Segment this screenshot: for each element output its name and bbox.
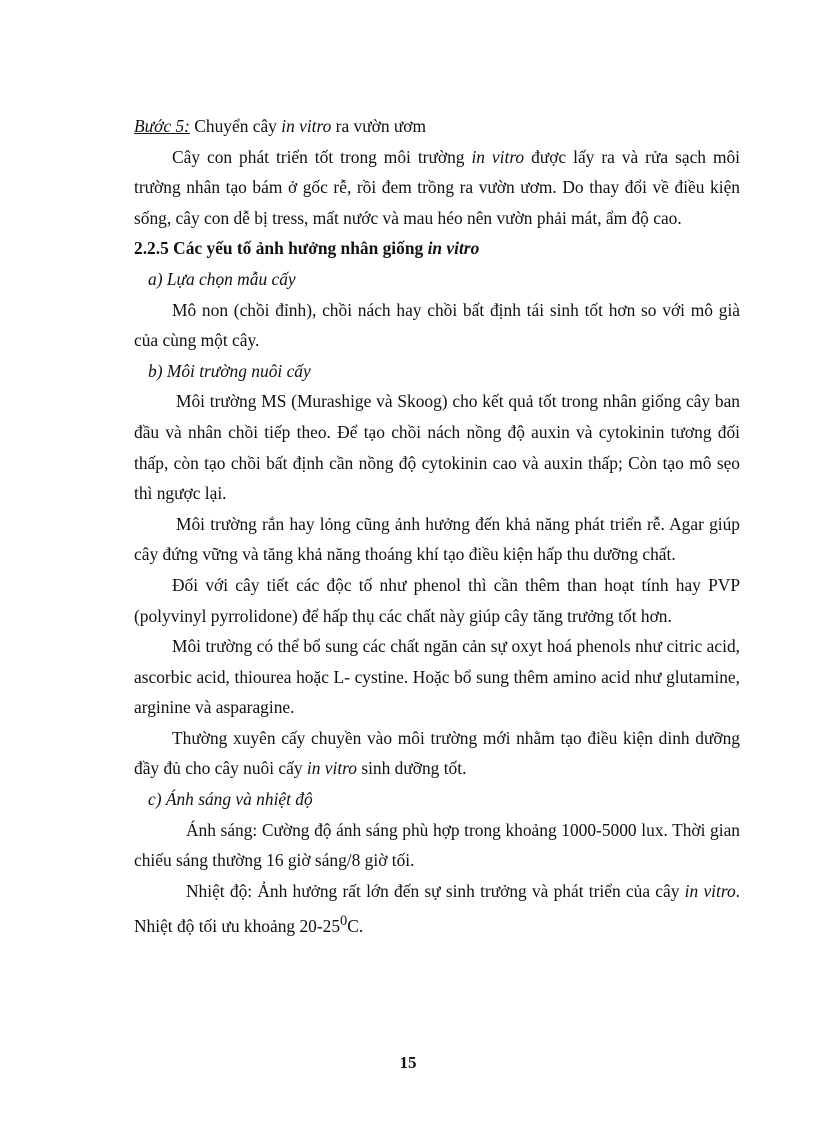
step5-paragraph-italic: in vitro bbox=[471, 146, 525, 167]
paragraph-b4: Môi trường có thể bổ sung các chất ngăn cản sự oxyt hoá phenols như citric acid, ascorbic acid, thiourea hoặc L- cystine. Hoặc bổ sung thêm amino acid như glutamine, arginine và asparagine. bbox=[134, 636, 740, 718]
step5-text-b: ra vườn ươm bbox=[331, 116, 427, 136]
paragraph-b5-text-b: sinh dưỡng tốt. bbox=[356, 758, 467, 779]
paragraph-b1: Môi trường MS (Murashige và Skoog) cho kết quả tốt trong nhân giống cây ban đầu và nhân chồi tiếp theo. Để tạo chồi nách nồng độ auxin và cytokinin tương đối thấp, còn tạo chồi bất định cần nồng độ cytokinin cao và auxin thấp; Còn tạo mô sẹo thì ngược lại. bbox=[134, 391, 740, 504]
paragraph-c2 bbox=[134, 876, 740, 942]
step5-italic: in vitro bbox=[281, 116, 332, 136]
step5-text-a: Chuyển cây bbox=[189, 116, 282, 136]
paragraph-c2-italic: in vitro bbox=[684, 880, 736, 901]
subheading-c: c) Ánh sáng và nhiệt độ bbox=[148, 789, 313, 810]
paragraph-a1: Mô non (chồi đỉnh), chồi nách hay chồi bất định tái sinh tốt hơn so với mô già của cùng một cây. bbox=[134, 299, 740, 351]
step5-line bbox=[134, 111, 740, 142]
section-heading bbox=[134, 233, 740, 264]
subheading-b: b) Môi trường nuôi cấy bbox=[148, 360, 311, 381]
subheading-a: a) Lựa chọn mẫu cấy bbox=[148, 268, 296, 289]
page-number: 15 bbox=[399, 1053, 417, 1072]
paragraph-b5 bbox=[134, 723, 740, 784]
step5-paragraph-text-b: được lấy ra và rửa sạch môi trường nhân tạo bám ở gốc rễ, rồi đem trồng ra vườn ươm. Do thay đổi về điều kiện sống, cây con dễ bị tress, mất nước và mau héo nên vườn phải mát, ẩm độ cao. bbox=[134, 146, 741, 228]
document-page bbox=[134, 111, 740, 942]
section-heading-text: 2.2.5 Các yếu tố ảnh hưởng nhân giống bbox=[134, 238, 428, 259]
paragraph-b3: Đối với cây tiết các độc tố như phenol thì cần thêm than hoạt tính hay PVP (polyvinyl pyrrolidone) để hấp thụ các chất này giúp cây tăng trưởng tốt hơn. bbox=[134, 574, 740, 626]
step5-paragraph-text-a: Cây con phát triển tốt trong môi trường bbox=[172, 146, 472, 167]
paragraph-c1: Ánh sáng: Cường độ ánh sáng phù hợp trong khoảng 1000-5000 lux. Thời gian chiếu sáng thường 16 giờ sáng/8 giờ tối. bbox=[134, 819, 740, 871]
paragraph-b5-italic: in vitro bbox=[306, 758, 357, 779]
paragraph-c2-text-a: Nhiệt độ: Ảnh hưởng rất lớn đến sự sinh trưởng và phát triển của cây bbox=[186, 880, 685, 901]
paragraph-b2: Môi trường rắn hay lỏng cũng ảnh hưởng đến khả năng phát triển rễ. Agar giúp cây đứng vững và tăng khả năng thoáng khí tạo điều kiện hấp thu dưỡng chất. bbox=[134, 513, 740, 565]
step5-label: Bước 5: bbox=[134, 116, 190, 136]
step5-paragraph bbox=[134, 142, 740, 234]
paragraph-c2-text-b: . Nhiệt độ tối ưu khoảng 20-25 bbox=[134, 880, 741, 937]
degree-superscript: 0 bbox=[340, 913, 348, 930]
paragraph-b5-text-a: Thường xuyên cấy chuyền vào môi trường mới nhằm tạo điều kiện dinh dưỡng đầy đủ cho cây nuôi cấy bbox=[134, 727, 740, 779]
section-heading-italic: in vitro bbox=[427, 238, 480, 259]
paragraph-c2-text-c: C. bbox=[347, 916, 364, 937]
